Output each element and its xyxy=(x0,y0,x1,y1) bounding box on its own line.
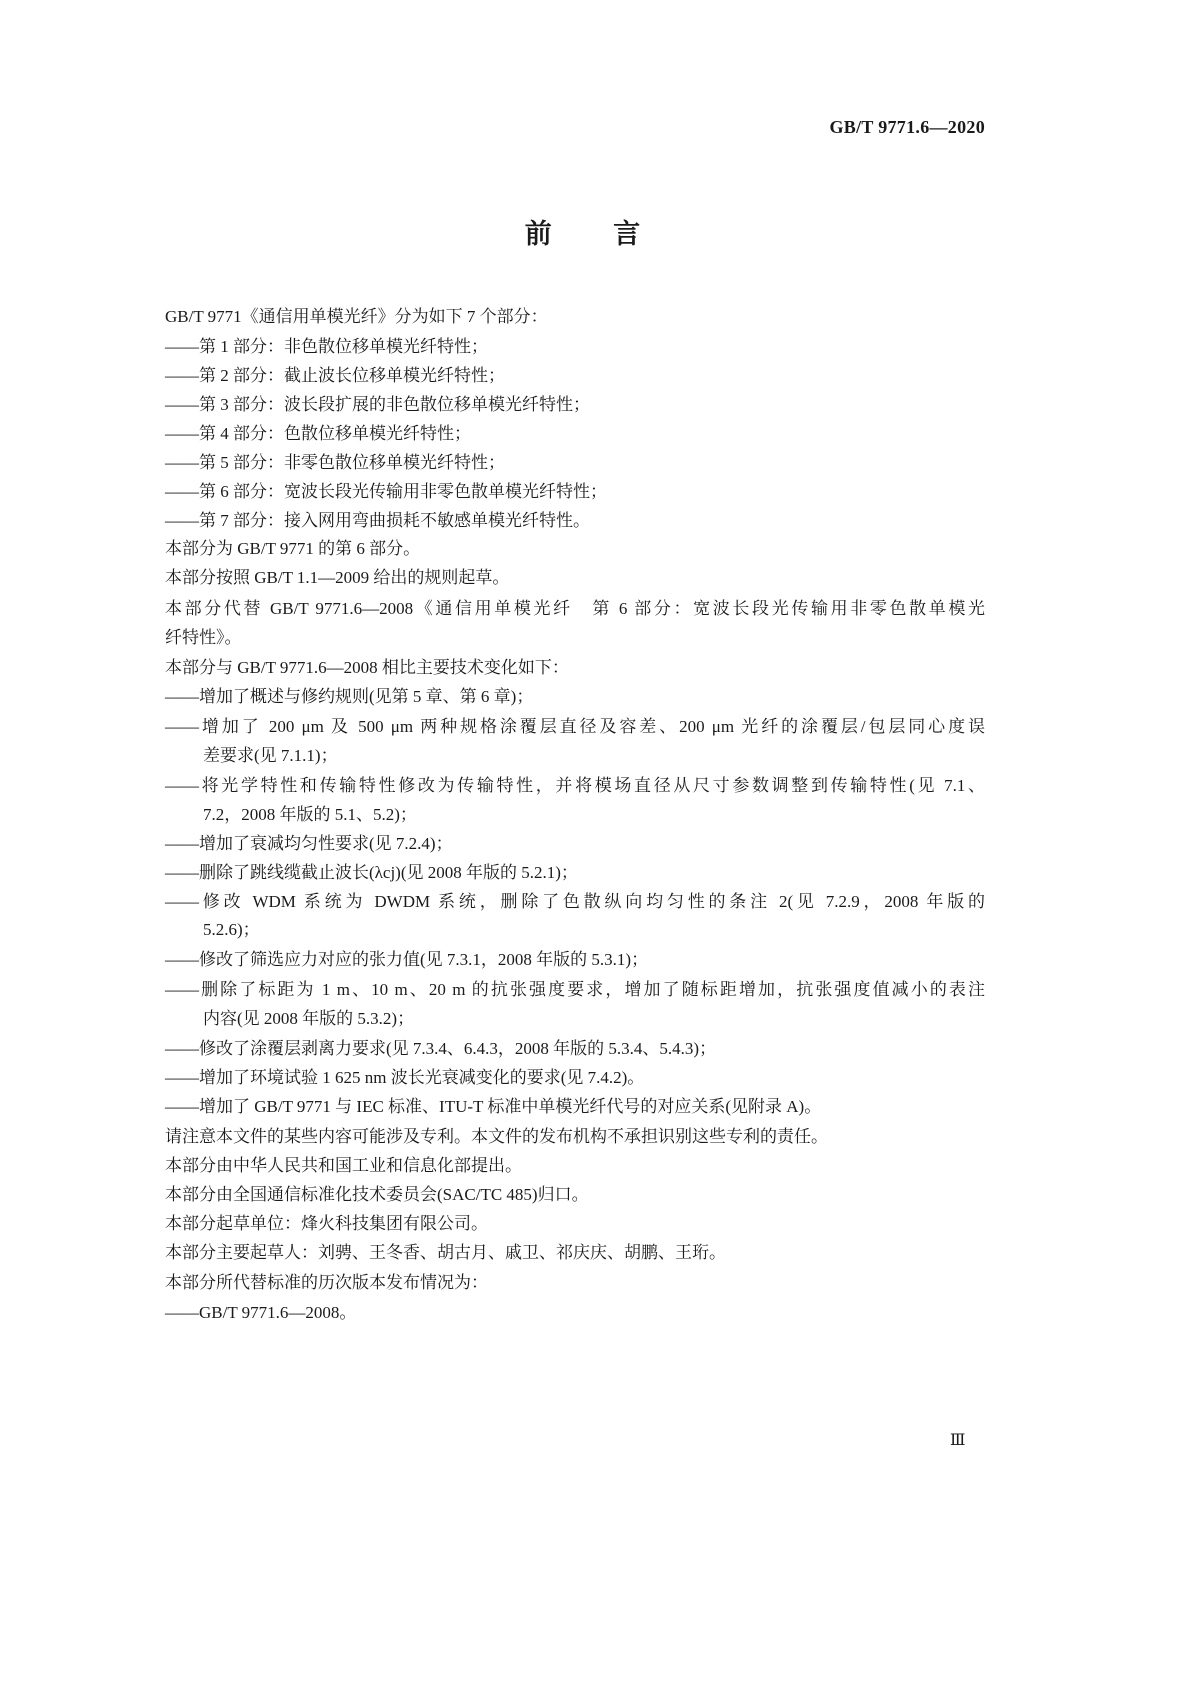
list-item: ——第 4 部分：色散位移单模光纤特性； xyxy=(165,424,471,443)
text-line: 本部分主要起草人：刘骋、王冬香、胡古月、戚卫、祁庆庆、胡鹏、王珩。 xyxy=(165,1243,726,1262)
list-item: ——第 5 部分：非零色散位移单模光纤特性； xyxy=(165,453,505,472)
text-line: GB/T 9771《通信用单模光纤》分为如下 7 个部分： xyxy=(165,307,548,326)
page-title: 前 言 xyxy=(524,219,667,250)
text-line: 本部分由中华人民共和国工业和信息化部提出。 xyxy=(165,1156,522,1175)
list-item: ——将光学特性和传输特性修改为传输特性，并将模场直径从尺寸参数调整到传输特性(见 7.1、 xyxy=(165,776,985,795)
list-item: ——增加了环境试验 1 625 nm 波长光衰减变化的要求(见 7.4.2)。 xyxy=(165,1068,645,1087)
list-item: ——删除了标距为 1 m、10 m、20 m 的抗张强度要求，增加了随标距增加，抗张强度值减小的表注 xyxy=(165,980,985,999)
list-item: ——增加了衰减均匀性要求(见 7.2.4)； xyxy=(165,834,453,853)
text-line: 本部分为 GB/T 9771 的第 6 部分。 xyxy=(165,539,421,558)
list-item: ——增加了概述与修约规则(见第 5 章、第 6 章)； xyxy=(165,687,534,706)
list-item-continuation: 差要求(见 7.1.1)； xyxy=(203,746,338,765)
list-item: ——第 6 部分：宽波长段光传输用非零色散单模光纤特性； xyxy=(165,482,607,501)
page-number: Ⅲ xyxy=(950,1432,966,1449)
standard-code-header: GB/T 9771.6—2020 xyxy=(829,117,985,137)
list-item: ——第 2 部分：截止波长位移单模光纤特性； xyxy=(165,366,505,385)
text-line: 本部分代替 GB/T 9771.6—2008《通信用单模光纤 第 6 部分：宽波长段光传输用非零色散单模光 xyxy=(165,599,985,618)
list-item: ——删除了跳线缆截止波长(λcj)(见 2008 年版的 5.2.1)； xyxy=(165,863,578,882)
text-line: 本部分按照 GB/T 1.1—2009 给出的规则起草。 xyxy=(165,568,510,587)
text-line: 请注意本文件的某些内容可能涉及专利。本文件的发布机构不承担识别这些专利的责任。 xyxy=(165,1127,828,1146)
list-item: ——修改了筛选应力对应的张力值(见 7.3.1，2008 年版的 5.3.1)； xyxy=(165,950,649,969)
list-item: ——修改了涂覆层剥离力要求(见 7.3.4、6.4.3，2008 年版的 5.3.4、5.4.3)； xyxy=(165,1039,717,1058)
text-line: 本部分由全国通信标准化技术委员会(SAC/TC 485)归口。 xyxy=(165,1185,589,1204)
text-line: 本部分所代替标准的历次版本发布情况为： xyxy=(165,1273,488,1292)
list-item: ——GB/T 9771.6—2008。 xyxy=(165,1303,357,1322)
list-item: ——第 1 部分：非色散位移单模光纤特性； xyxy=(165,337,488,356)
text-line: 纤特性》。 xyxy=(165,628,242,647)
list-item-continuation: 内容(见 2008 年版的 5.3.2)； xyxy=(203,1009,415,1028)
list-item-continuation: 5.2.6)； xyxy=(203,920,260,939)
text-line: 本部分与 GB/T 9771.6—2008 相比主要技术变化如下： xyxy=(165,658,569,677)
list-item: ——第 3 部分：波长段扩展的非色散位移单模光纤特性； xyxy=(165,395,590,414)
list-item: ——修改 WDM 系统为 DWDM 系统，删除了色散纵向均匀性的条注 2(见 7.2.9，2008 年版的 xyxy=(165,892,985,911)
list-item: ——增加了 200 μm 及 500 μm 两种规格涂覆层直径及容差、200 μm 光纤的涂覆层/包层同心度误 xyxy=(165,717,985,736)
list-item-continuation: 7.2，2008 年版的 5.1、5.2)； xyxy=(203,805,417,824)
list-item: ——增加了 GB/T 9771 与 IEC 标准、ITU-T 标准中单模光纤代号的对应关系(见附录 A)。 xyxy=(165,1097,822,1116)
list-item: ——第 7 部分：接入网用弯曲损耗不敏感单模光纤特性。 xyxy=(165,511,590,530)
text-line: 本部分起草单位：烽火科技集团有限公司。 xyxy=(165,1214,488,1233)
